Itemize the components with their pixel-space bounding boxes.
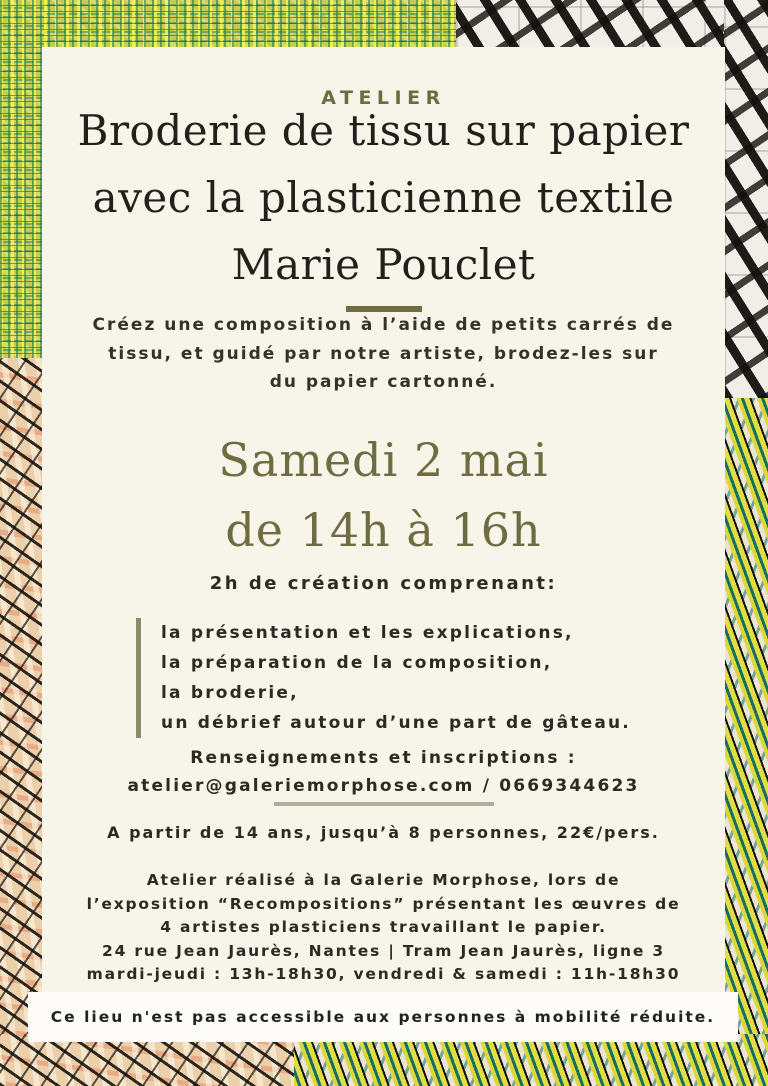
poster-title (42, 97, 725, 298)
main-panel (42, 47, 725, 992)
collage-blackwhite-zigzag-right (724, 0, 768, 400)
age-price-note: A partir de 14 ans, jusqu’à 8 personnes, 22€/pers. (107, 823, 660, 842)
program-item: la broderie, (161, 683, 299, 703)
venue-line-1: Atelier réalisé à la Galerie Morphose, lors de (146, 871, 621, 889)
date-line-1: Samedi 2 mai (218, 433, 549, 487)
venue-line-2: l’exposition “Recompositions” présentant les œuvres de (86, 894, 681, 913)
program-list (42, 618, 725, 738)
intro-line-1: Créez une composition à l’aide de petits carrés de (92, 315, 675, 335)
poster-kicker: ATELIER (321, 87, 446, 109)
hours-line: mardi-jeudi : 13h-18h30, vendredi & samedi : 11h-18h30 (86, 965, 681, 983)
date-line-2: de 14h à 16h (225, 503, 542, 557)
venue-line-3: 4 artistes plasticiens travaillant le papier. (160, 918, 607, 936)
intro-text (42, 311, 725, 397)
program-heading: 2h de création comprenant: (209, 573, 558, 594)
program-item: un débrief autour d’une part de gâteau. (161, 713, 631, 733)
accessibility-note: Ce lieu n'est pas accessible aux personnes à mobilité réduite. (28, 992, 738, 1042)
contact-divider-rule (274, 802, 494, 806)
title-line-2: avec la plasticienne textile (92, 173, 675, 222)
title-line-1: Broderie de tissu sur papier (77, 106, 690, 155)
title-line-3: Marie Pouclet (231, 240, 536, 289)
intro-line-2: tissu, et guidé par notre artiste, brodez-les sur (108, 343, 659, 364)
program-list-items (136, 618, 631, 738)
contact-block (42, 744, 725, 800)
date-heading (42, 425, 725, 565)
contact-details: atelier@galeriemorphose.com / 0669344623 (127, 776, 640, 796)
collage-thread-fringe-right (724, 398, 768, 1086)
venue-info (42, 869, 725, 987)
collage-green-weave-left (0, 0, 44, 360)
contact-heading: Renseignements et inscriptions : (190, 748, 577, 768)
program-item: la présentation et les explications, (161, 623, 574, 643)
intro-line-3: du papier cartonné. (269, 372, 498, 392)
address-line: 24 rue Jean Jaurès, Nantes | Tram Jean Jaurès, ligne 3 (102, 941, 665, 960)
collage-pink-paper-left (0, 358, 44, 1086)
program-item: la préparation de la composition, (161, 653, 553, 673)
